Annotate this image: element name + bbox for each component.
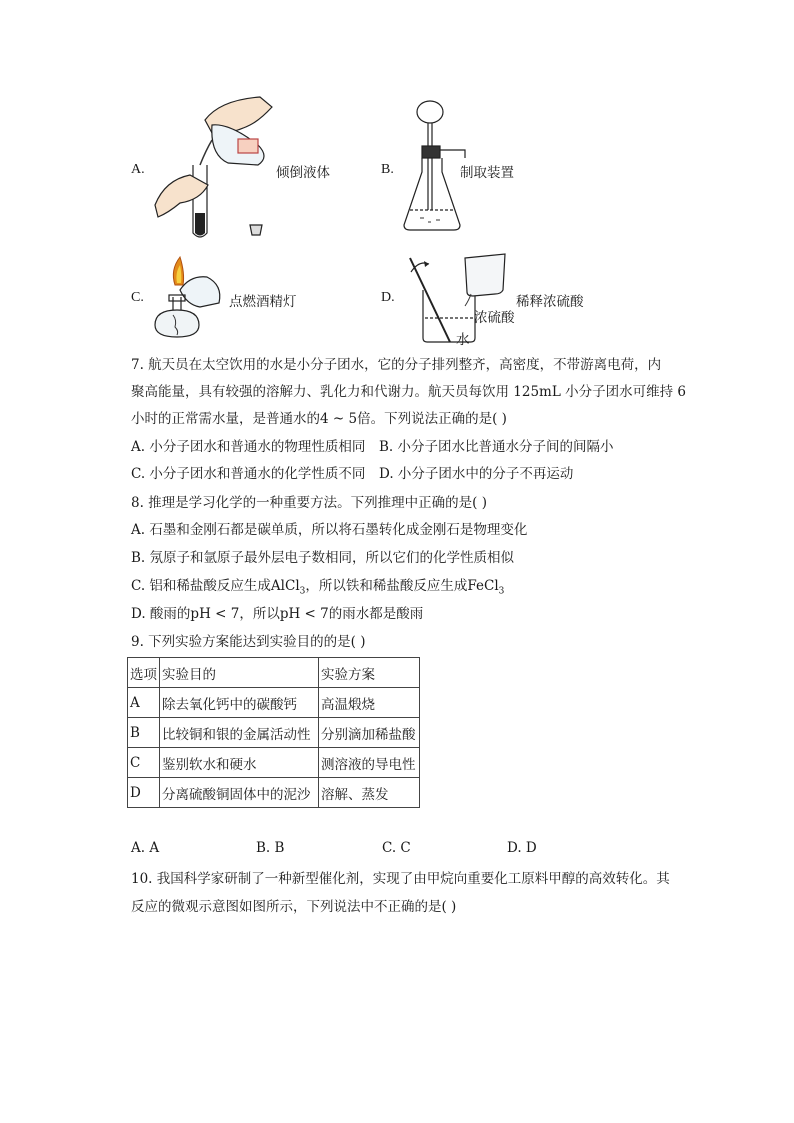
q8-option-a: A. 石墨和金刚石都是碳单质，所以将石墨转化成金刚石是物理变化 [131, 522, 528, 538]
row-b-purpose: 比较铜和银的金属活动性 [160, 718, 319, 748]
option-b-caption: 制取装置 [460, 165, 514, 181]
q8-option-c-sub1: 3 [299, 586, 306, 597]
alcohol-lamp-illustration [145, 255, 230, 345]
q8-stem: 8. 推理是学习化学的一种重要方法。下列推理中正确的是( ) [131, 495, 487, 511]
option-a-caption: 倾倒液体 [276, 165, 330, 181]
header-option: 选项 [128, 658, 160, 688]
q9-answer-d: D. D [507, 840, 537, 856]
q7-stem-line2: 聚高能量，具有较强的溶解力、乳化力和代谢力。航天员每饮用 125mL 小分子团水可维持 6 [131, 384, 686, 400]
q7-option-b: B. 小分子团水比普通水分子间的间隔小 [379, 439, 614, 455]
q7-option-d: D. 小分子团水中的分子不再运动 [379, 466, 574, 482]
header-purpose: 实验目的 [160, 658, 319, 688]
q7-option-a: A. 小分子团水和普通水的物理性质相同 [131, 439, 366, 455]
header-plan: 实验方案 [319, 658, 420, 688]
row-b-option: B [128, 718, 160, 748]
q9-answer-c: C. C [382, 840, 411, 856]
row-a-option: A [128, 688, 160, 718]
row-c-option: C [128, 748, 160, 778]
option-b-letter: B. [381, 162, 394, 177]
q10-stem-line1: 10. 我国科学家研制了一种新型催化剂，实现了由甲烷向重要化工原料甲醇的高效转化。其 [131, 871, 670, 887]
q7-stem-line3: 小时的正常需水量，是普通水的4 ~ 5倍。下列说法正确的是( ) [131, 411, 507, 427]
option-a-letter: A. [131, 162, 145, 177]
table-row [128, 748, 420, 778]
label-concentrated-acid: 浓硫酸 [474, 310, 515, 326]
label-water: 水 [456, 332, 470, 348]
q8-option-c-part1: C. 铝和稀盐酸反应生成AlCl [131, 578, 300, 594]
q9-stem: 9. 下列实验方案能达到实验目的的是( ) [131, 634, 366, 650]
q10-stem-line2: 反应的微观示意图如图所示，下列说法中不正确的是( ) [131, 899, 457, 915]
option-d-letter: D. [381, 290, 395, 305]
q8-option-d: D. 酸雨的pH < 7，所以pH < 7的雨水都是酸雨 [131, 606, 424, 622]
q9-table [127, 657, 420, 808]
row-d-option: D [128, 778, 160, 808]
table-row [128, 688, 420, 718]
q9-answer-a: A. A [131, 840, 160, 856]
row-d-plan: 溶解、蒸发 [319, 778, 420, 808]
q8-option-c-sub2: 3 [498, 586, 505, 597]
pouring-liquid-illustration [150, 95, 280, 245]
q8-option-c-part2: ，所以铁和稀盐酸反应生成FeCl [305, 578, 499, 594]
option-c-caption: 点燃酒精灯 [229, 294, 297, 310]
row-a-purpose: 除去氧化钙中的碳酸钙 [160, 688, 319, 718]
option-d-caption: 稀释浓硫酸 [516, 294, 584, 310]
row-c-purpose: 鉴别软水和硬水 [160, 748, 319, 778]
q8-option-c [131, 576, 504, 602]
q8-option-b: B. 氖原子和氩原子最外层电子数相同，所以它们的化学性质相似 [131, 550, 515, 566]
row-d-purpose: 分离硫酸铜固体中的泥沙 [160, 778, 319, 808]
table-row [128, 778, 420, 808]
row-b-plan: 分别滴加稀盐酸 [319, 718, 420, 748]
q9-answer-b: B. B [256, 840, 285, 856]
q7-stem-line1: 7. 航天员在太空饮用的水是小分子团水，它的分子排列整齐，高密度，不带游离电荷，内 [131, 357, 662, 373]
row-c-plan: 测溶液的导电性 [319, 748, 420, 778]
table-header-row [128, 658, 420, 688]
row-a-plan: 高温煅烧 [319, 688, 420, 718]
table-row [128, 718, 420, 748]
option-c-letter: C. [131, 290, 144, 305]
q7-option-c: C. 小分子团水和普通水的化学性质不同 [131, 466, 366, 482]
